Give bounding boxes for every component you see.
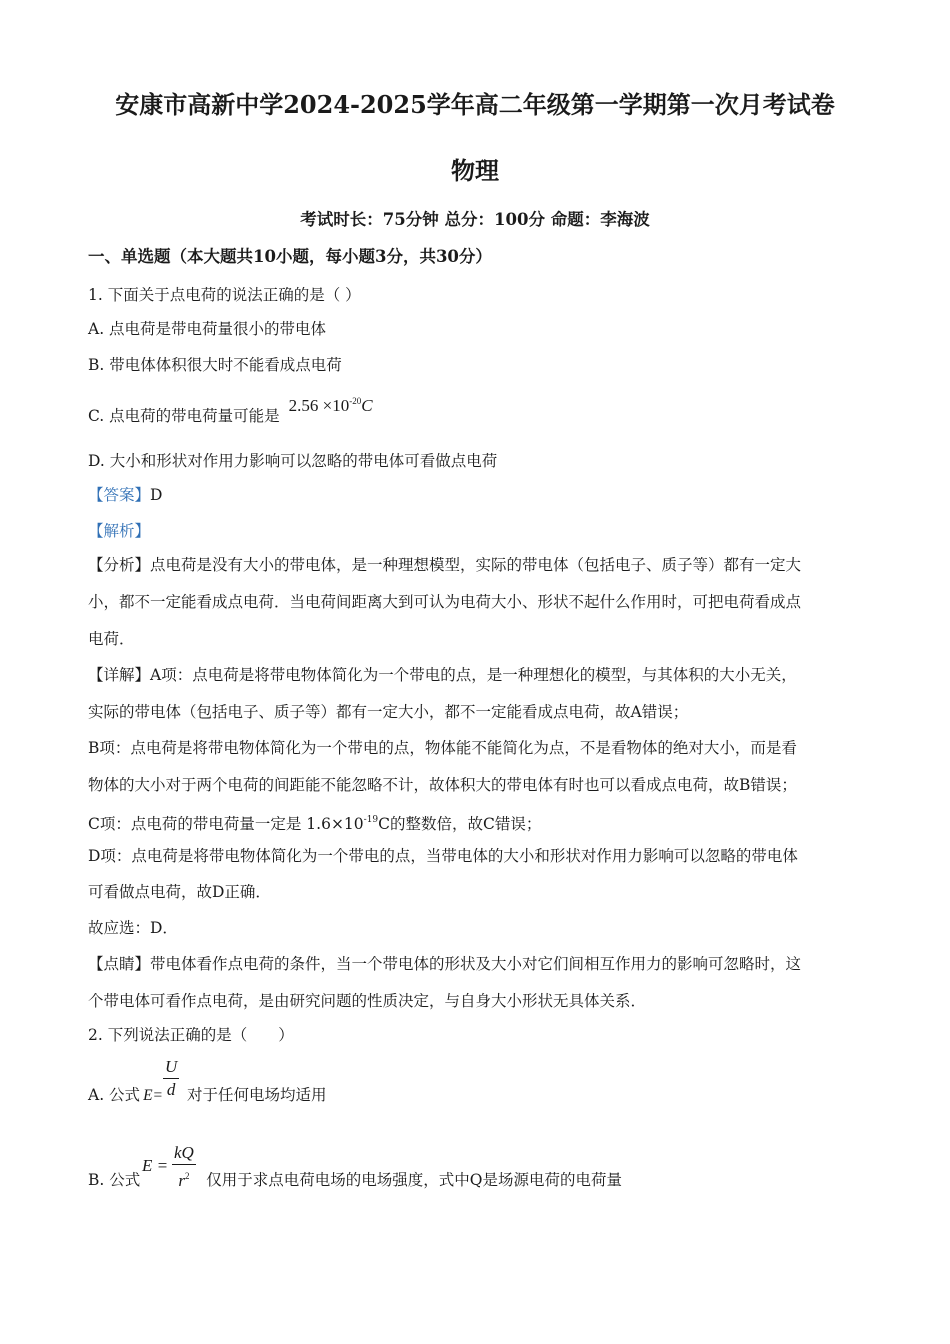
analysis-tag: 【解析】 [88, 522, 151, 540]
q1-c-exponent: -20 [349, 396, 362, 406]
fenxi-line-1 [88, 554, 801, 576]
xiangjie-c [88, 809, 541, 835]
dianjing-line-1 [88, 953, 801, 975]
q1-answer [88, 484, 162, 506]
exam-title: 安康市高新中学2024-2025学年高二年级第一学期第一次月考试卷 [115, 90, 835, 119]
q2-a-numerator: U [163, 1056, 179, 1079]
xiangjie-c-exponent: -19 [363, 815, 379, 825]
xiangjie-a-2: 实际的带电体（包括电子、质子等）都有一定大小，都不一定能看成点电荷，故A错误； [88, 703, 689, 721]
q2-b-formula-lhs: E = [142, 1156, 169, 1175]
fenxi-line-3: 电荷． [88, 630, 135, 648]
xiangjie-b-2: 物体的大小对于两个电荷的间距能不能忽略不计，故体积大的带电体有时也可以看成点电荷，故B错误； [88, 776, 797, 794]
q2-stem: 2. 下列说法正确的是（ ） [88, 1026, 294, 1044]
q2-a-denominator: d [166, 1080, 176, 1099]
q1-c-unit: C [361, 396, 373, 415]
dianjing-text-1: 带电体看作点电荷的条件，当一个带电体的形状及大小对它们间相互作用力的影响可忽略时，这 [150, 955, 802, 973]
fenxi-tag: 【分析】 [88, 556, 151, 574]
conclusion: 故应选：D． [88, 919, 178, 937]
xiangjie-d-1: D项：点电荷是将带电物体简化为一个带电的点，当带电体的大小和形状对作用力影响可以忽略的带电体 [88, 847, 798, 865]
q1-option-a: A. 点电荷是带电荷量很小的带电体 [88, 320, 327, 338]
q1-option-c-text: C. 点电荷的带电荷量可能是 [88, 407, 280, 425]
q2-b-den-base: r [178, 1171, 185, 1190]
subject-title: 物理 [451, 156, 499, 185]
q2-a-post: 对于任何电场均适用 [187, 1086, 327, 1104]
q1-option-c-value [289, 396, 373, 415]
fenxi-line-2: 小，都不一定能看成点电荷．当电荷间距离大到可认为电荷大小、形状不起什么作用时，可把电荷看成点 [88, 593, 802, 611]
q1-option-b: B. 带电体体积很大时不能看成点电荷 [88, 356, 342, 374]
q2-a-pre: A. 公式 [88, 1086, 141, 1104]
xiangjie-c-pre: C项：点电荷的带电荷量一定是 1.6×10 [88, 815, 364, 833]
xiangjie-c-post: C的整数倍，故C错误； [378, 815, 542, 833]
xiangjie-tag: 【详解】 [88, 666, 151, 684]
xiangjie-line-1 [88, 664, 797, 686]
fenxi-text-1: 点电荷是没有大小的带电体，是一种理想模型，实际的带电体（包括电子、质子等）都有一定大 [150, 556, 802, 574]
q1-option-d: D. 大小和形状对作用力影响可以忽略的带电体可看做点电荷 [88, 452, 498, 470]
q2-b-pre: B. 公式 [88, 1171, 141, 1189]
exam-info: 考试时长：75分钟 总分：100分 命题：李海波 [300, 210, 650, 229]
q2-b-den-exponent: 2 [184, 1171, 190, 1181]
q2-b-denominator [172, 1165, 196, 1192]
q1-stem: 1. 下面关于点电荷的说法正确的是（ ） [88, 286, 361, 304]
q2-b-numerator: kQ [172, 1142, 196, 1165]
xiangjie-b-1: B项：点电荷是将带电物体简化为一个带电的点，物体能不能简化为点，不是看物体的绝对大小，而是看 [88, 739, 797, 757]
xiangjie-a-1: A项：点电荷是将带电物体简化为一个带电的点，是一种理想化的模型，与其体积的大小无关， [150, 666, 797, 684]
dianjing-line-2: 个带电体可看作点电荷，是由研究问题的性质决定，与自身大小形状无具体关系． [88, 992, 647, 1010]
q2-a-fraction [163, 1056, 179, 1101]
q1-option-c [88, 396, 373, 427]
q2-a-formula-lhs: E= [143, 1087, 163, 1104]
q1-c-mantissa: 2.56 ×10 [288, 396, 350, 415]
q2-b-fraction [172, 1142, 196, 1192]
xiangjie-d-2: 可看做点电荷，故D正确． [88, 883, 271, 901]
q2-option-a [88, 1084, 327, 1107]
dianjing-tag: 【点睛】 [88, 955, 151, 973]
q2-b-post: 仅用于求点电荷电场的电场强度，式中Q是场源电荷的电荷量 [206, 1171, 622, 1189]
answer-tag: 【答案】 [88, 486, 151, 504]
answer-value: D [150, 486, 163, 504]
section-heading: 一、单选题（本大题共10小题，每小题3分，共30分） [88, 247, 492, 266]
